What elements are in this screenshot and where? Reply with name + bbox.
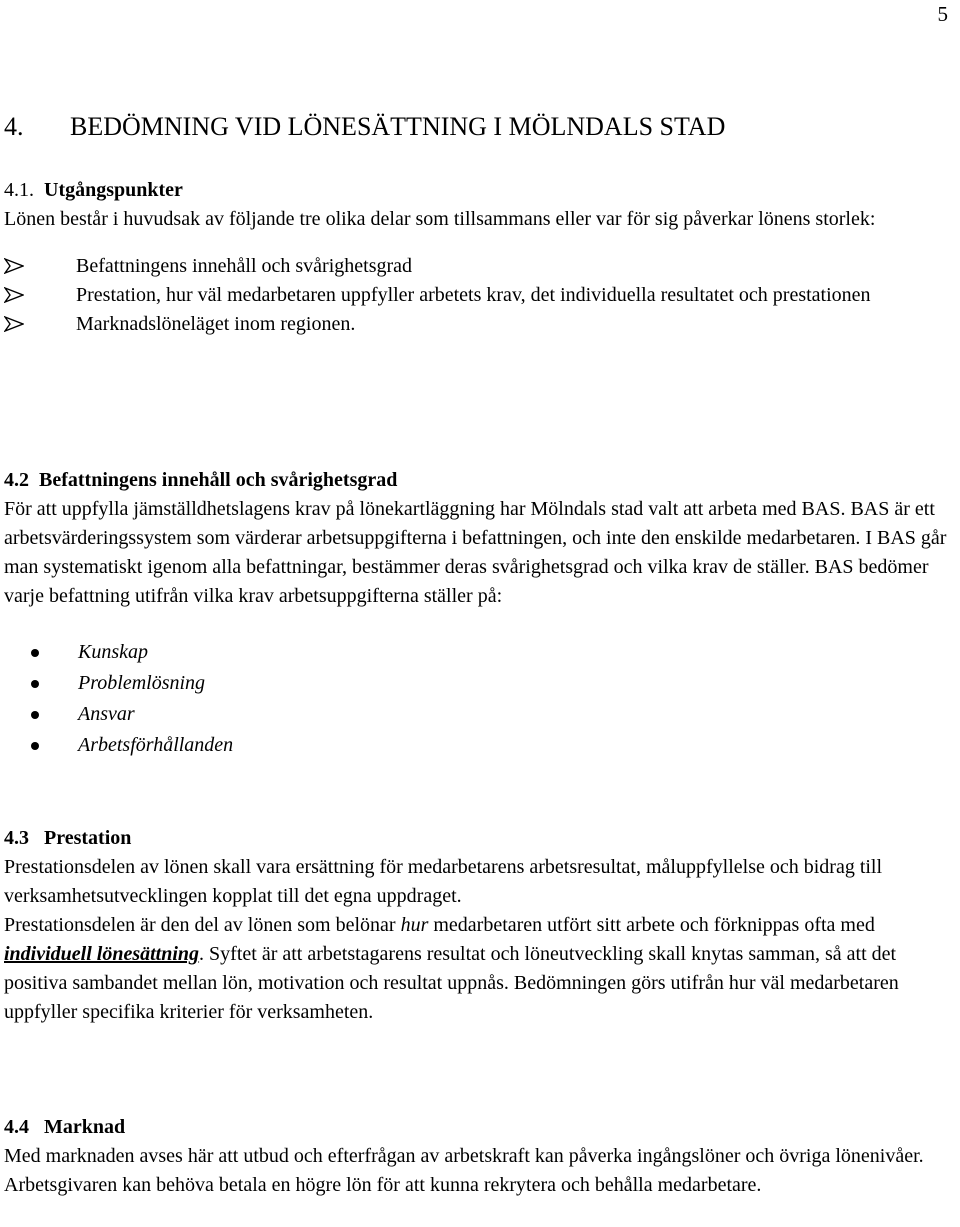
chapter-title: BEDÖMNING VID LÖNESÄTTNING I MÖLNDALS STAD	[70, 112, 726, 141]
section-number: 4.3	[4, 827, 29, 849]
section-4-2	[4, 466, 954, 761]
section-body: För att uppfylla jämställdhetslagens krav på lönekartläggning har Mölndals stad valt att arbeta med BAS. BAS är ett arbetsvärderingssystem som värderar arbetsuppgifterna i befattningen, och inte den enskilde medarbetaren. I BAS går man systematiskt igenom alla befattningar, bestämmer deras svårighetsgrad och vilka krav de ställer. BAS bedömer varje befattning utifrån vilka krav arbetsuppgifterna ställer på:	[4, 498, 947, 607]
page-number: 5	[937, 2, 948, 26]
text-run: . Syftet är att arbetstagarens resultat och löneutveckling skall knytas samman, så att det positiva sambandet mellan lön, motivation och resultat uppnås. Bedömningen görs utifrån hur väl medarbetaren uppfyller specifika kriterier för verksamheten.	[4, 943, 899, 1023]
section-title-text: Marknad	[44, 1116, 126, 1138]
bullet-icon	[31, 711, 39, 719]
list-item-text: Problemlösning	[78, 672, 206, 694]
section-intro: Lönen består i huvudsak av följande tre olika delar som tillsammans eller var för sig påverkar lönens storlek:	[4, 208, 876, 230]
chapter-number: 4.	[4, 112, 24, 141]
section-title	[4, 466, 954, 495]
section-body: Med marknaden avses här att utbud och efterfrågan av arbetskraft kan påverka ingångslöner och övriga lönenivåer. Arbetsgivaren kan behöva betala en högre lön för att kunna rekrytera och behålla medarbetare.	[4, 1145, 924, 1196]
bullet-icon	[31, 649, 39, 657]
arrowhead-bullet-icon	[4, 258, 24, 274]
bullet-list	[4, 637, 954, 761]
arrowhead-bullet-icon	[4, 287, 24, 303]
list-item	[4, 310, 954, 339]
list-item-text: Prestation, hur väl medarbetaren uppfyller arbetets krav, det individuella resultatet och prestationen	[76, 284, 871, 306]
section-title	[4, 824, 954, 853]
list-item-text: Arbetsförhållanden	[78, 734, 234, 756]
text-run: medarbetaren utfört sitt arbete och förknippas ofta med	[428, 914, 875, 936]
list-item-text: Ansvar	[78, 703, 135, 725]
arrow-list	[4, 252, 954, 339]
list-item	[4, 252, 954, 281]
section-title	[4, 1113, 954, 1142]
list-item	[4, 637, 954, 668]
bullet-icon	[31, 742, 39, 750]
list-item-text: Marknadslöneläget inom regionen.	[76, 313, 356, 335]
section-4-4	[4, 1113, 954, 1200]
text-run: Prestationsdelen är den del av lönen som belönar	[4, 914, 401, 936]
section-4-1	[4, 176, 954, 339]
section-4-3	[4, 824, 954, 1027]
emphasized-text: individuell lönesättning	[4, 943, 200, 965]
section-number: 4.2	[4, 469, 29, 491]
list-item	[4, 730, 954, 761]
section-number: 4.1.	[4, 179, 34, 201]
section-title-text: Prestation	[44, 827, 132, 849]
list-item-text: Kunskap	[78, 641, 148, 663]
list-item	[4, 699, 954, 730]
list-item	[4, 281, 954, 310]
italic-text: hur	[400, 914, 429, 936]
list-item-text: Befattningens innehåll och svårighetsgrad	[76, 255, 413, 277]
section-paragraph: Prestationsdelen av lönen skall vara ersättning för medarbetarens arbetsresultat, måluppfyllelse och bidrag till verksamhetsutvecklingen kopplat till det egna uppdraget.	[4, 856, 883, 907]
list-item	[4, 668, 954, 699]
section-title-text: Befattningens innehåll och svårighetsgrad	[39, 469, 398, 491]
section-title-text: Utgångspunkter	[44, 179, 183, 201]
section-title	[4, 176, 954, 205]
section-number: 4.4	[4, 1116, 29, 1138]
section-paragraph	[4, 911, 954, 1027]
chapter-heading	[4, 112, 725, 142]
arrowhead-bullet-icon	[4, 316, 24, 332]
bullet-icon	[31, 680, 39, 688]
